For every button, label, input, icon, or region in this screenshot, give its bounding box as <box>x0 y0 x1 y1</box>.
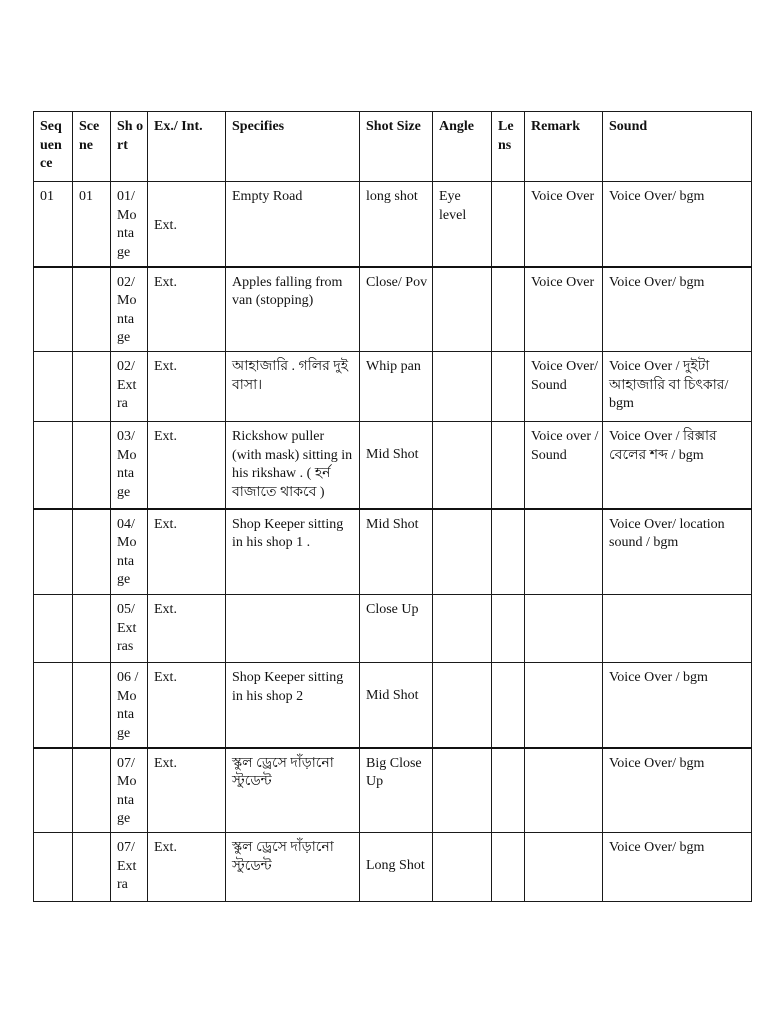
cell-specifies: স্কুল ড্রেসে দাঁড়ানো স্টুডেন্ট <box>226 833 360 902</box>
cell-scene <box>73 267 111 352</box>
cell-scene <box>73 663 111 748</box>
cell-angle <box>433 352 492 422</box>
header-angle: Angle <box>433 112 492 182</box>
cell-sound: Voice Over/ bgm <box>603 748 752 833</box>
table-row <box>34 422 752 509</box>
cell-specifies: স্কুল ড্রেসে দাঁড়ানো স্টুডেন্ট <box>226 748 360 833</box>
cell-scene <box>73 748 111 833</box>
header-shot-size: Shot Size <box>360 112 433 182</box>
cell-shot-size: Mid Shot <box>360 509 433 595</box>
header-row <box>34 112 752 182</box>
cell-scene <box>73 595 111 663</box>
cell-shot-size: Mid Shot <box>360 422 433 509</box>
header-sound: Sound <box>603 112 752 182</box>
cell-short: 04/ Mo nta ge <box>111 509 148 595</box>
header-sequence: Seq uen ce <box>34 112 73 182</box>
cell-ex-int: Ext. <box>148 833 226 902</box>
cell-ex-int: Ext. <box>148 748 226 833</box>
cell-sound: Voice Over/ bgm <box>603 833 752 902</box>
cell-sequence <box>34 509 73 595</box>
cell-specifies: Shop Keeper sitting in his shop 2 <box>226 663 360 748</box>
cell-remark: Voice Over <box>525 267 603 352</box>
cell-sequence <box>34 748 73 833</box>
table-row <box>34 833 752 902</box>
cell-short: 07/ Ext ra <box>111 833 148 902</box>
cell-remark: Voice Over/ Sound <box>525 352 603 422</box>
cell-angle <box>433 422 492 509</box>
header-ex-int: Ex./ Int. <box>148 112 226 182</box>
cell-ex-int: Ext. <box>148 182 226 267</box>
cell-scene <box>73 422 111 509</box>
cell-angle <box>433 833 492 902</box>
cell-angle: Eye level <box>433 182 492 267</box>
cell-shot-size: Close/ Pov <box>360 267 433 352</box>
cell-sequence <box>34 833 73 902</box>
shot-list-table <box>33 111 752 902</box>
cell-remark <box>525 595 603 663</box>
cell-sequence: 01 <box>34 182 73 267</box>
cell-specifies: Empty Road <box>226 182 360 267</box>
cell-short: 02/ Mo nta ge <box>111 267 148 352</box>
cell-remark <box>525 833 603 902</box>
cell-ex-int: Ext. <box>148 595 226 663</box>
cell-specifies: Apples falling from van (stopping) <box>226 267 360 352</box>
cell-lens <box>492 182 525 267</box>
cell-lens <box>492 748 525 833</box>
header-remark: Remark <box>525 112 603 182</box>
cell-specifies: Shop Keeper sitting in his shop 1 . <box>226 509 360 595</box>
cell-sound: Voice Over / দুইটা আহাজারি বা চিৎকার/ bgm <box>603 352 752 422</box>
cell-remark: Voice Over <box>525 182 603 267</box>
cell-short: 02/ Ext ra <box>111 352 148 422</box>
table-row <box>34 352 752 422</box>
cell-lens <box>492 833 525 902</box>
cell-sequence <box>34 267 73 352</box>
table-row <box>34 595 752 663</box>
cell-shot-size: Close Up <box>360 595 433 663</box>
cell-short: 01/ Mo nta ge <box>111 182 148 267</box>
table-row <box>34 663 752 748</box>
cell-sound: Voice Over/ bgm <box>603 182 752 267</box>
cell-shot-size: Whip pan <box>360 352 433 422</box>
cell-ex-int: Ext. <box>148 663 226 748</box>
cell-ex-int: Ext. <box>148 352 226 422</box>
cell-lens <box>492 663 525 748</box>
cell-lens <box>492 267 525 352</box>
cell-remark <box>525 748 603 833</box>
header-scene: Sce ne <box>73 112 111 182</box>
cell-shot-size: Mid Shot <box>360 663 433 748</box>
cell-sound: Voice Over / রিক্সার বেলের শব্দ / bgm <box>603 422 752 509</box>
table-row <box>34 748 752 833</box>
cell-angle <box>433 595 492 663</box>
cell-angle <box>433 267 492 352</box>
cell-specifies <box>226 595 360 663</box>
cell-sound: Voice Over/ location sound / bgm <box>603 509 752 595</box>
cell-ex-int: Ext. <box>148 422 226 509</box>
cell-scene <box>73 509 111 595</box>
cell-sequence <box>34 663 73 748</box>
header-lens: Le ns <box>492 112 525 182</box>
cell-short: 03/ Mo nta ge <box>111 422 148 509</box>
cell-remark: Voice over / Sound <box>525 422 603 509</box>
cell-specifies: Rickshow puller (with mask) sitting in his rikshaw . ( হর্ন বাজাতে থাকবে ) <box>226 422 360 509</box>
cell-remark <box>525 663 603 748</box>
cell-shot-size: Big Close Up <box>360 748 433 833</box>
cell-sound <box>603 595 752 663</box>
header-specifies: Specifies <box>226 112 360 182</box>
table-row <box>34 267 752 352</box>
cell-lens <box>492 422 525 509</box>
cell-shot-size: Long Shot <box>360 833 433 902</box>
cell-scene <box>73 833 111 902</box>
cell-lens <box>492 509 525 595</box>
cell-sound: Voice Over/ bgm <box>603 267 752 352</box>
cell-sequence <box>34 422 73 509</box>
cell-short: 05/ Ext ras <box>111 595 148 663</box>
cell-scene: 01 <box>73 182 111 267</box>
cell-sequence <box>34 595 73 663</box>
header-short: Sh ort <box>111 112 148 182</box>
cell-lens <box>492 595 525 663</box>
cell-ex-int: Ext. <box>148 267 226 352</box>
cell-shot-size: long shot <box>360 182 433 267</box>
cell-angle <box>433 663 492 748</box>
cell-sequence <box>34 352 73 422</box>
cell-lens <box>492 352 525 422</box>
cell-specifies: আহাজারি . গলির দুই বাসা। <box>226 352 360 422</box>
cell-angle <box>433 748 492 833</box>
cell-short: 07/ Mo nta ge <box>111 748 148 833</box>
cell-scene <box>73 352 111 422</box>
cell-short: 06 / Mo nta ge <box>111 663 148 748</box>
table-row <box>34 509 752 595</box>
table-row <box>34 182 752 267</box>
cell-sound: Voice Over / bgm <box>603 663 752 748</box>
cell-angle <box>433 509 492 595</box>
cell-remark <box>525 509 603 595</box>
cell-ex-int: Ext. <box>148 509 226 595</box>
